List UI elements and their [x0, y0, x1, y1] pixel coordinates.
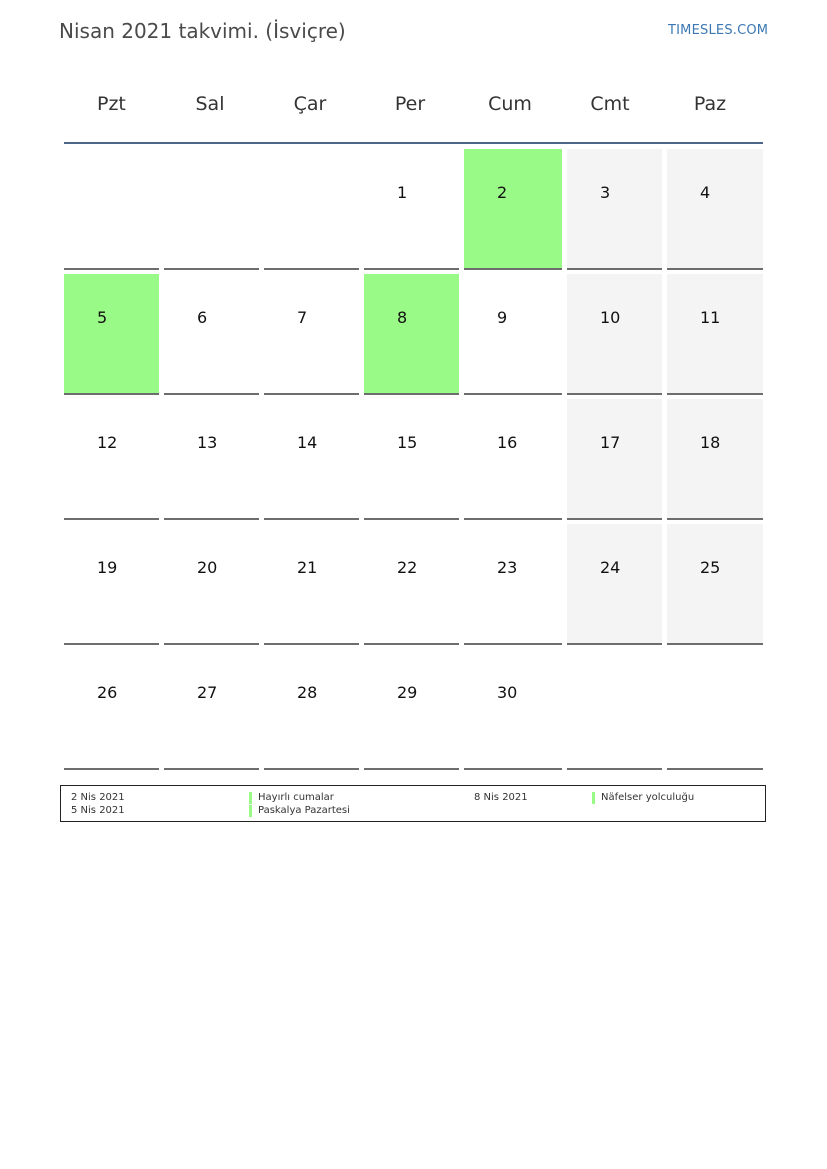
day-cell[interactable] — [464, 524, 562, 645]
empty-day-cell — [667, 649, 763, 770]
day-cell[interactable] — [64, 274, 159, 395]
weekday-tue: Sal — [195, 93, 225, 115]
weekday-thu: Per — [394, 93, 426, 115]
day-number: 28 — [297, 683, 318, 702]
day-number: 20 — [197, 558, 218, 577]
day-cell[interactable] — [64, 649, 159, 770]
day-number: 26 — [97, 683, 118, 702]
day-number: 13 — [197, 433, 218, 452]
day-number: 8 — [397, 308, 408, 327]
day-cell[interactable] — [364, 649, 459, 770]
day-number: 23 — [497, 558, 518, 577]
day-number: 12 — [97, 433, 118, 452]
legend-date: 8 Nis 2021 — [474, 792, 528, 803]
day-number: 29 — [397, 683, 418, 702]
empty-day-cell — [264, 149, 359, 270]
day-number: 18 — [700, 433, 721, 452]
day-number: 22 — [397, 558, 418, 577]
weekday-fri: Cum — [488, 93, 532, 115]
day-number: 14 — [297, 433, 318, 452]
brand-link[interactable]: TIMESLES.COM — [668, 23, 769, 38]
day-number: 11 — [700, 308, 721, 327]
legend-holiday-name: Hayırlı cumalar — [258, 792, 334, 803]
day-cell[interactable] — [64, 399, 159, 520]
day-cell[interactable] — [567, 524, 662, 645]
day-number: 15 — [397, 433, 418, 452]
day-cell[interactable] — [364, 274, 459, 395]
day-number: 7 — [297, 308, 308, 327]
legend-color-marker — [592, 792, 595, 804]
day-number: 27 — [197, 683, 218, 702]
day-number: 3 — [600, 183, 611, 202]
day-cell[interactable] — [464, 649, 562, 770]
day-cell[interactable] — [64, 524, 159, 645]
day-cell[interactable] — [667, 524, 763, 645]
day-cell[interactable] — [667, 149, 763, 270]
day-cell[interactable] — [264, 649, 359, 770]
day-cell[interactable] — [164, 399, 259, 520]
legend-color-marker — [249, 792, 252, 804]
empty-day-cell — [567, 649, 662, 770]
weekday-sat: Cmt — [590, 93, 630, 115]
day-cell[interactable] — [364, 399, 459, 520]
day-number: 30 — [497, 683, 518, 702]
day-number: 10 — [600, 308, 621, 327]
weekday-mon: Pzt — [97, 93, 126, 115]
day-cell[interactable] — [567, 274, 662, 395]
day-cell[interactable] — [667, 274, 763, 395]
day-cell[interactable] — [264, 274, 359, 395]
day-cell[interactable] — [464, 149, 562, 270]
empty-day-cell — [164, 149, 259, 270]
day-number: 25 — [700, 558, 721, 577]
day-number: 5 — [97, 308, 108, 327]
day-number: 17 — [600, 433, 621, 452]
empty-day-cell — [64, 149, 159, 270]
day-cell[interactable] — [264, 399, 359, 520]
legend-date: 5 Nis 2021 — [71, 805, 125, 816]
day-number: 19 — [97, 558, 118, 577]
day-cell[interactable] — [364, 524, 459, 645]
day-number: 24 — [600, 558, 621, 577]
day-number: 6 — [197, 308, 208, 327]
day-number: 16 — [497, 433, 518, 452]
legend-holiday-name: Paskalya Pazartesi — [258, 805, 350, 816]
weekday-sun: Paz — [693, 93, 727, 115]
day-number: 1 — [397, 183, 408, 202]
day-cell[interactable] — [567, 399, 662, 520]
page-title: Nisan 2021 takvimi. (İsviçre) — [59, 19, 346, 43]
legend-holiday-name: Näfelser yolculuğu — [601, 792, 695, 803]
day-cell[interactable] — [667, 399, 763, 520]
day-number: 9 — [497, 308, 508, 327]
day-cell[interactable] — [264, 524, 359, 645]
day-cell[interactable] — [164, 524, 259, 645]
day-cell[interactable] — [464, 399, 562, 520]
day-number: 4 — [700, 183, 711, 202]
day-cell[interactable] — [164, 274, 259, 395]
day-cell[interactable] — [464, 274, 562, 395]
day-cell[interactable] — [364, 149, 459, 270]
legend-date: 2 Nis 2021 — [71, 792, 125, 803]
day-number: 21 — [297, 558, 318, 577]
holiday-legend — [60, 785, 766, 822]
weekday-wed: Çar — [293, 93, 327, 115]
legend-color-marker — [249, 805, 252, 817]
day-number: 2 — [497, 183, 508, 202]
day-cell[interactable] — [567, 149, 662, 270]
day-cell[interactable] — [164, 649, 259, 770]
